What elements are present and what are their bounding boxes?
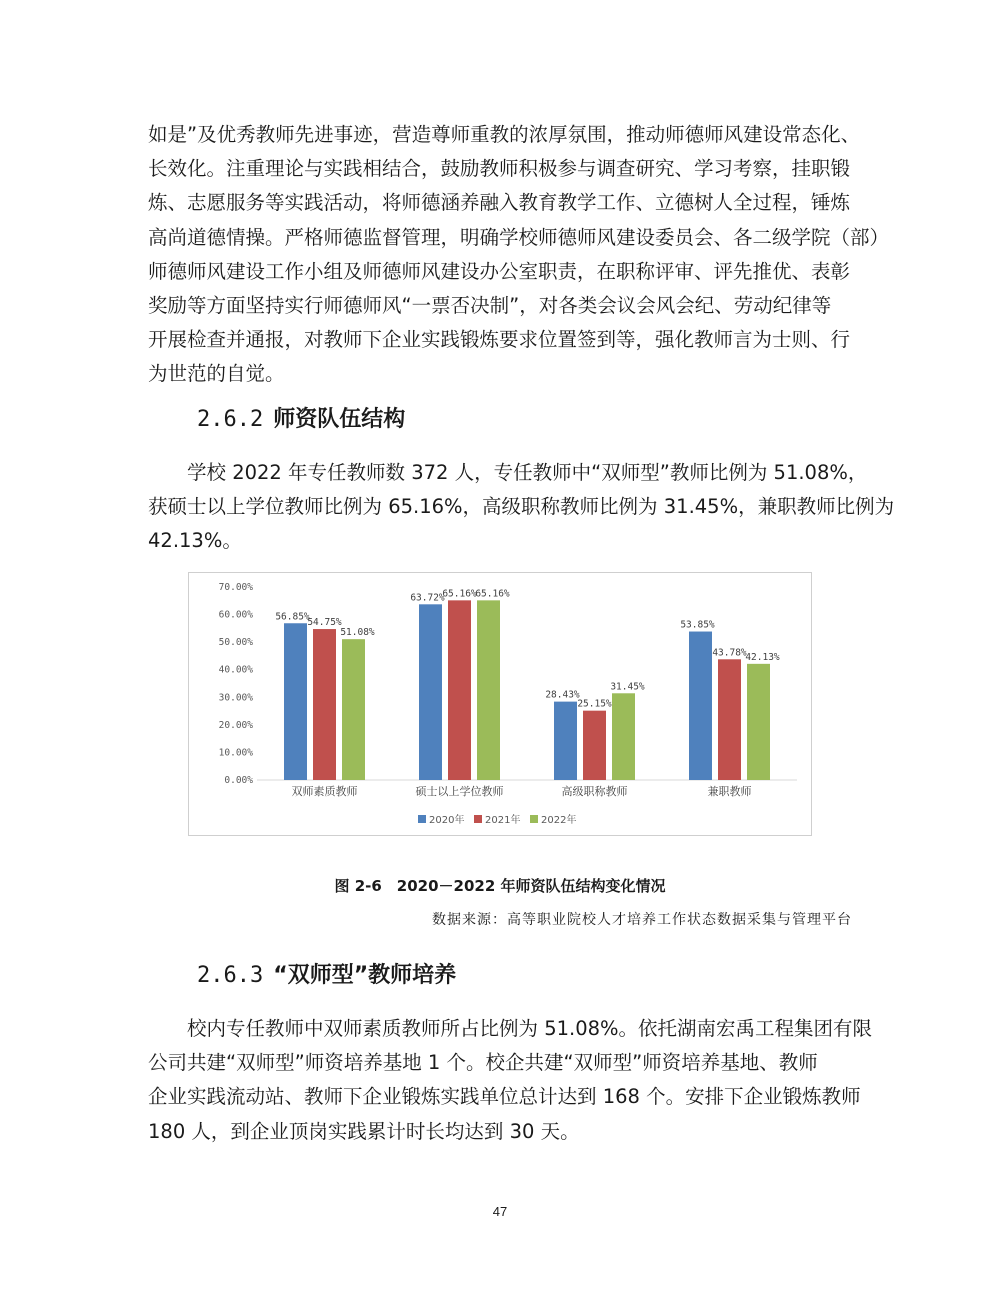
text-line: 如是”及优秀教师先进事迹，营造尊师重教的浓厚氛围，推动师德师风建设常态化、: [148, 123, 861, 146]
paragraph-training: [148, 1012, 873, 1149]
text-line: 学校 2022 年专任教师数 372 人，专任教师中“双师型”教师比例为 51.08%，: [187, 461, 868, 484]
figure-caption: 图 2-6 2020－2022 年师资队伍结构变化情况: [334, 877, 666, 895]
y-tick-label: 0.00%: [224, 775, 253, 786]
y-tick-label: 50.00%: [218, 637, 253, 649]
paragraph-structure: [148, 456, 895, 559]
data-source: 数据来源：高等职业院校人才培养工作状态数据采集与管理平台: [432, 912, 852, 928]
bar: [689, 632, 712, 780]
data-label: 63.72%: [410, 592, 445, 604]
x-tick-label: 高级职称教师: [561, 785, 628, 798]
data-label: 28.43%: [545, 689, 580, 701]
section-heading-2-6-2: [197, 402, 405, 433]
y-tick-label: 40.00%: [218, 664, 253, 676]
bar: [419, 604, 442, 780]
text-line: 长效化。注重理论与实践相结合，鼓励教师积极参与调查研究、学习考察，挂职锻: [148, 157, 851, 181]
text-line: 公司共建“双师型”师资培养基地 1 个。校企共建“双师型”师资培养基地、教师: [148, 1051, 818, 1075]
bar-chart: [188, 572, 812, 836]
legend-label: 2022年: [541, 815, 577, 826]
bar: [583, 711, 606, 780]
text-line: 师德师风建设工作小组及师德师风建设办公室职责，在职称评审、评先推优、表彰: [148, 259, 851, 283]
data-label: 25.15%: [577, 698, 612, 710]
text-line: 企业实践流动站、教师下企业锻炼实践单位总计达到 168 个。安排下企业锻炼教师: [148, 1085, 861, 1109]
data-label: 53.85%: [680, 619, 715, 631]
text-line: 为世范的自觉。: [148, 362, 285, 386]
paragraph-ethics: [148, 118, 890, 392]
y-tick-label: 70.00%: [218, 582, 253, 593]
data-label: 43.78%: [712, 647, 747, 659]
legend-label: 2021年: [485, 815, 521, 826]
section-number: 2.6.2: [197, 407, 264, 432]
text-line: 高尚道德情操。严格师德监督管理，明确学校师德师风建设委员会、各二级学院（部）: [148, 225, 890, 249]
data-label: 65.16%: [442, 588, 477, 600]
x-tick-label: 双师素质教师: [291, 785, 358, 798]
text-line: 炼、志愿服务等实践活动，将师德涵养融入教育教学工作、立德树人全过程，锤炼: [148, 191, 851, 215]
chart-svg: [189, 573, 813, 837]
text-line: 奖励等方面坚持实行师德师风“一票否决制”，对各类会议会风会纪、劳动纪律等: [148, 294, 832, 318]
data-label: 51.08%: [340, 627, 375, 639]
data-label: 65.16%: [475, 588, 510, 600]
bar: [313, 629, 336, 780]
text-line: 开展检查并通报，对教师下企业实践锻炼要求位置签到等，强化教师言为士则、行: [148, 328, 851, 352]
legend-swatch: [474, 815, 482, 823]
section-title: 师资队伍结构: [273, 407, 406, 432]
data-label: 31.45%: [610, 681, 645, 693]
data-label: 56.85%: [275, 611, 310, 623]
x-tick-label: 兼职教师: [707, 785, 752, 798]
legend-label: 2020年: [429, 815, 465, 826]
bar: [718, 659, 741, 780]
text-line: 校内专任教师中双师素质教师所占比例为 51.08%。依托湖南宏禹工程集团有限: [187, 1017, 873, 1040]
text-line: 获硕士以上学位教师比例为 65.16%，高级职称教师比例为 31.45%，兼职教师比例为: [148, 495, 895, 519]
bar: [747, 664, 770, 780]
data-label: 42.13%: [745, 651, 780, 663]
bar: [477, 600, 500, 780]
bar: [342, 639, 365, 780]
bar: [554, 702, 577, 780]
legend-swatch: [530, 815, 538, 823]
legend-swatch: [418, 815, 426, 823]
bar: [284, 623, 307, 780]
y-tick-label: 20.00%: [218, 719, 253, 731]
page-number: 47: [492, 1204, 508, 1219]
bar: [448, 600, 471, 780]
y-tick-label: 10.00%: [218, 747, 253, 759]
y-tick-label: 30.00%: [218, 692, 253, 704]
x-tick-label: 硕士以上学位教师: [415, 785, 504, 798]
text-line: 42.13%。: [148, 529, 242, 553]
data-label: 54.75%: [307, 617, 342, 629]
bar: [612, 693, 635, 780]
section-number: 2.6.3: [197, 963, 264, 988]
text-line: 180 人，到企业顶岗实践累计时长均达到 30 天。: [148, 1119, 580, 1143]
section-title: “双师型”教师培养: [273, 963, 457, 988]
y-tick-label: 60.00%: [218, 609, 253, 621]
section-heading-2-6-3: [197, 958, 456, 989]
